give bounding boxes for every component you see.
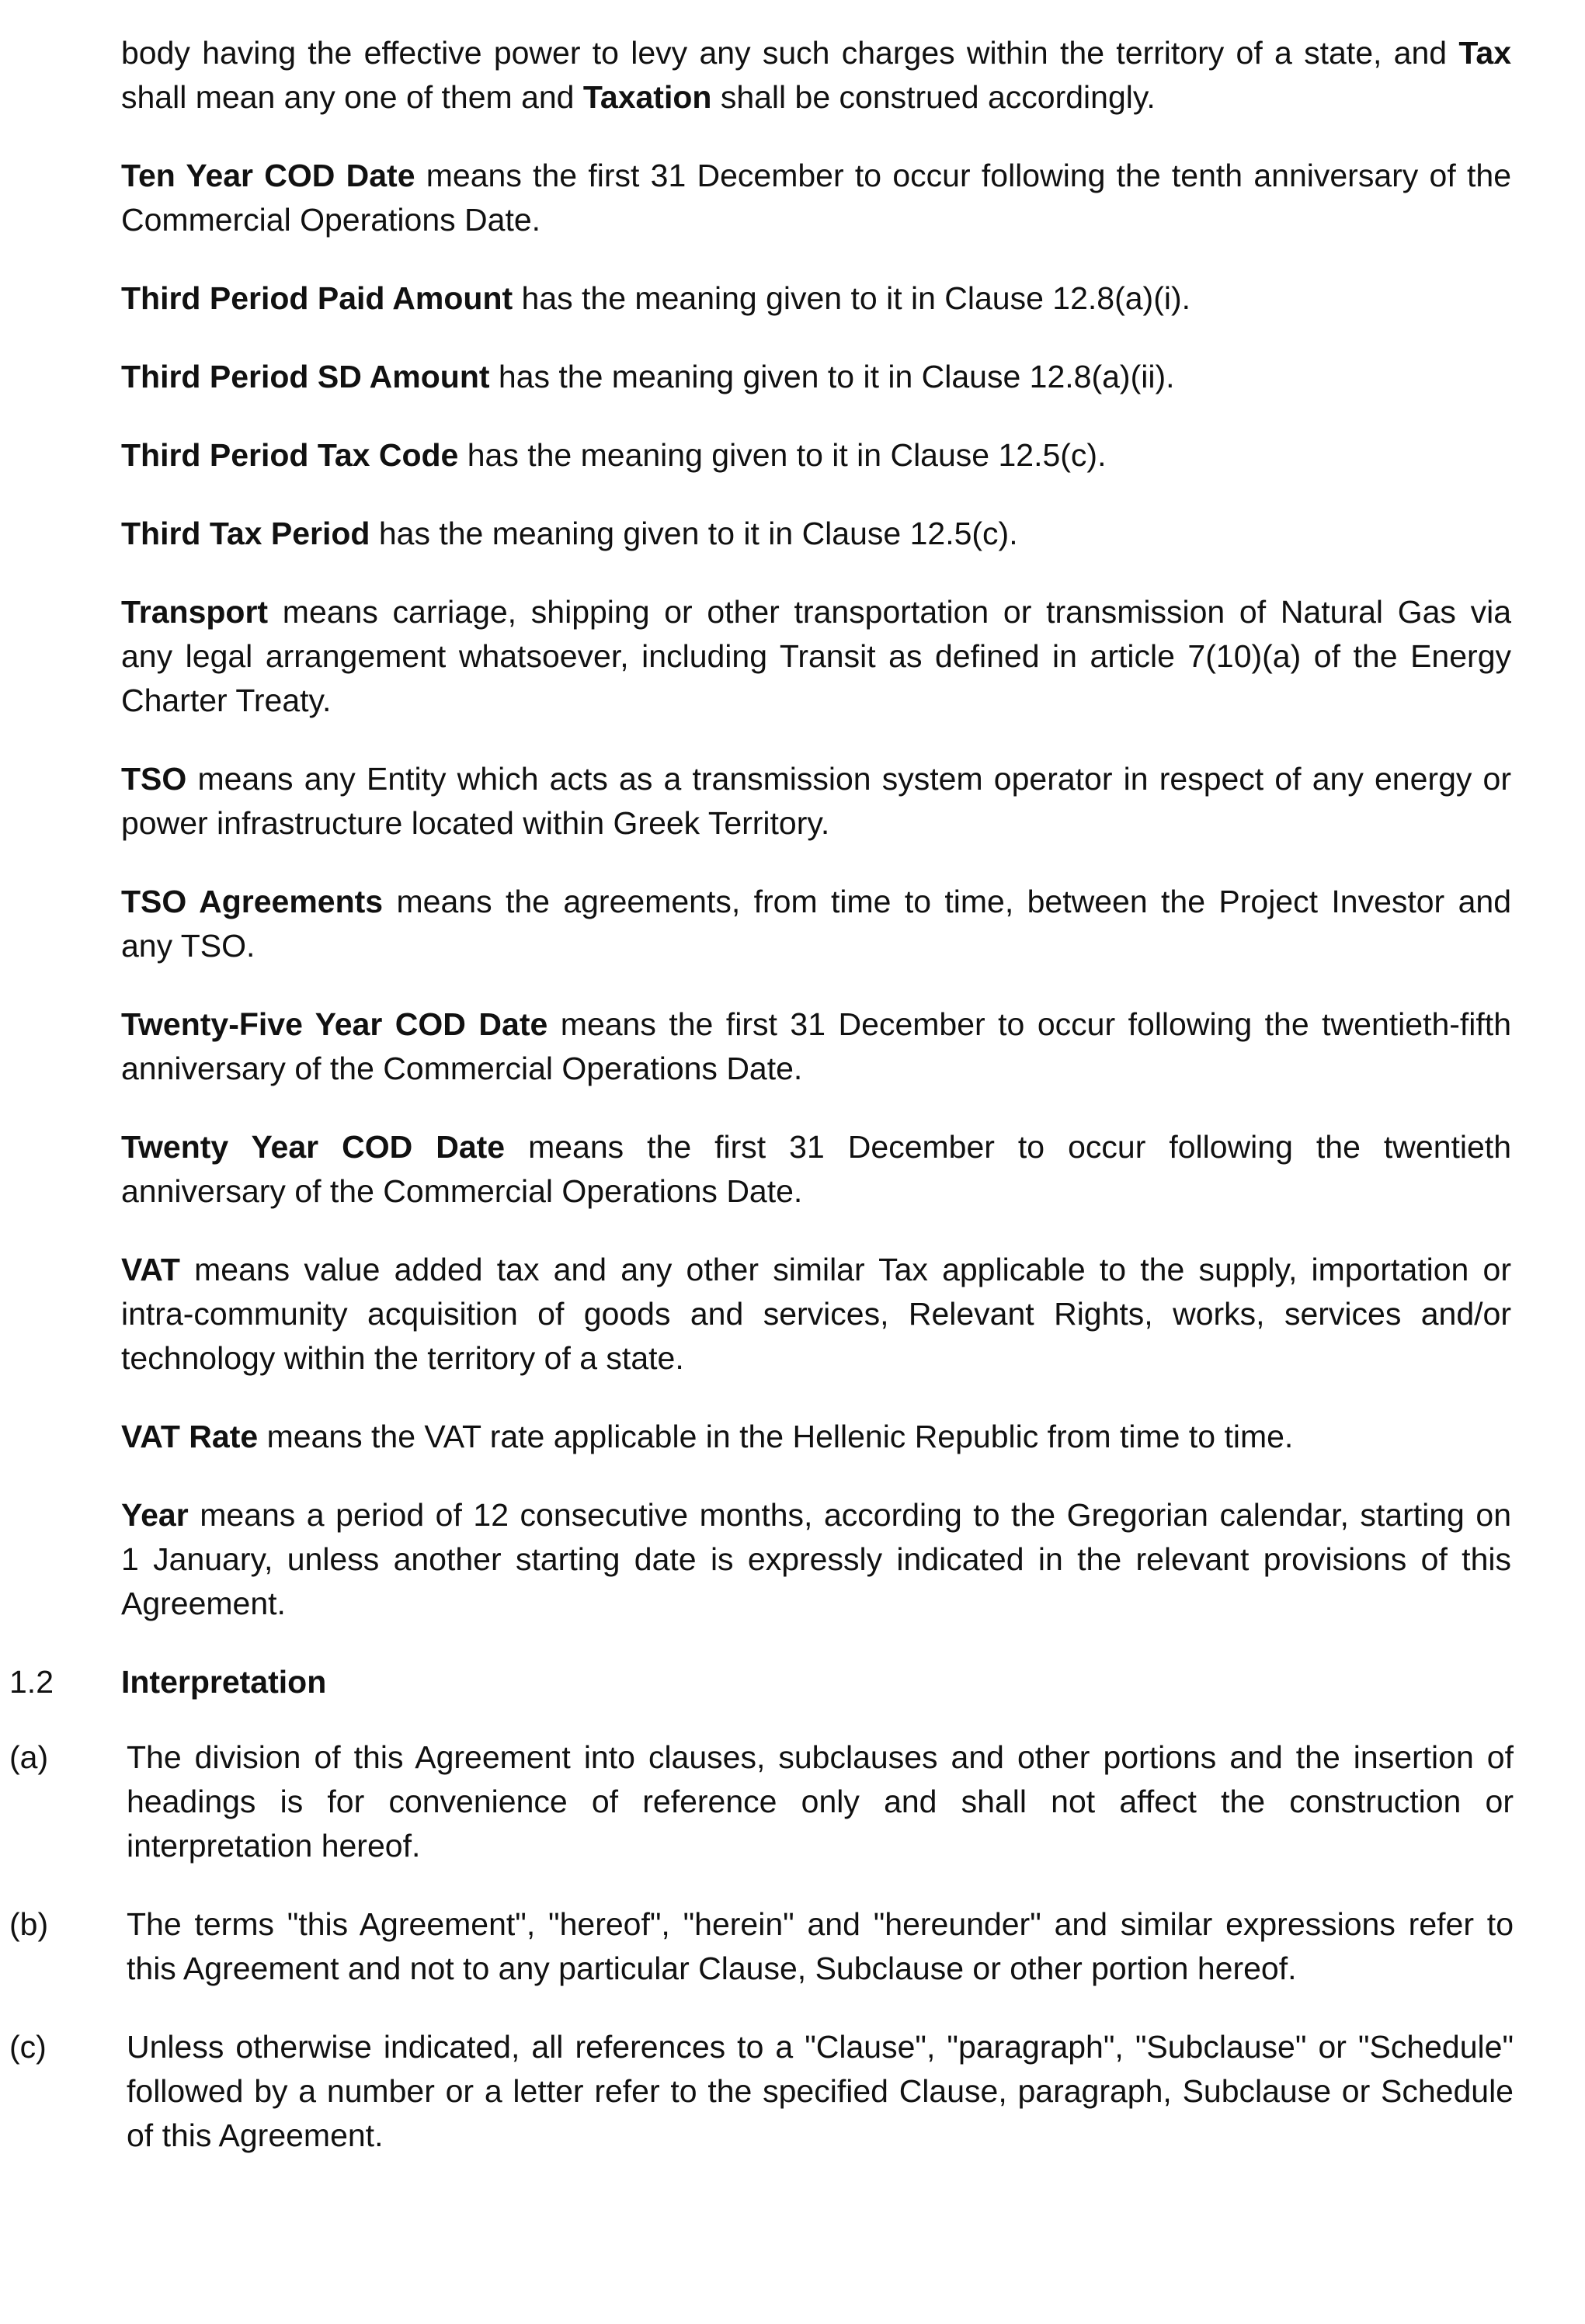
body-text: means the first 31 December to occur following the twentieth-fifth (547, 1006, 1511, 1042)
defined-term: Third Period Paid Amount (121, 280, 513, 316)
text-line (121, 1125, 1511, 1169)
body-text: technology within the territory of a state. (121, 1340, 684, 1376)
body-text: power infrastructure located within Greek Territory. (121, 805, 830, 841)
continuation-paragraph (0, 31, 1585, 120)
defined-term: Third Period Tax Code (121, 437, 459, 473)
defined-term: VAT Rate (121, 1419, 259, 1454)
text-line (121, 634, 1511, 679)
text-line (121, 1415, 1511, 1459)
definition-paragraph (0, 880, 1585, 968)
text-line (121, 590, 1511, 634)
body-text: followed by a number or a letter refer to the specified Clause, paragraph, Subclause or Schedule (127, 2073, 1514, 2109)
definition-paragraph (0, 1002, 1585, 1091)
text-line (127, 1824, 1514, 1868)
defined-term: Third Period SD Amount (121, 359, 490, 394)
text-line (121, 1537, 1511, 1582)
body-text: shall mean any one of them and (121, 79, 583, 115)
text-line (121, 679, 1511, 723)
body-text: means the agreements, from time to time, between the Project Investor and (383, 884, 1511, 919)
document-page (0, 31, 1585, 2192)
text-line (121, 433, 1511, 478)
text-line (127, 1947, 1514, 1991)
definition-paragraph (0, 276, 1585, 321)
body-text: means value added tax and any other similar Tax applicable to the supply, importation or (179, 1252, 1511, 1287)
text-line (121, 1002, 1511, 1047)
defined-term: Transport (121, 594, 269, 630)
subclause-paragraph (0, 2025, 1585, 2158)
subclause-paragraph (0, 1902, 1585, 1991)
body-text: shall be construed accordingly. (711, 79, 1156, 115)
text-line (121, 31, 1511, 75)
body-text: Charter Treaty. (121, 683, 332, 718)
defined-term: Twenty Year COD Date (121, 1129, 506, 1165)
subclause-label: (b) (9, 1906, 49, 1942)
subclause-paragraph (0, 1735, 1585, 1868)
defined-term: TSO (121, 761, 187, 797)
text-line (121, 880, 1511, 924)
text-line (121, 1336, 1511, 1381)
text-line (121, 1169, 1511, 1214)
definition-paragraph (0, 1415, 1585, 1459)
body-text: Unless otherwise indicated, all references to a "Clause", "paragraph", "Subclause" or "Schedule" (127, 2029, 1514, 2065)
subclause-label: (c) (9, 2029, 47, 2065)
section-title: Interpretation (121, 1664, 327, 1700)
body-text: means the VAT rate applicable in the Hellenic Republic from time to time. (258, 1419, 1294, 1454)
subclause-label: (a) (9, 1739, 49, 1775)
definition-paragraph (0, 433, 1585, 478)
defined-term: Ten Year COD Date (121, 158, 415, 193)
text-line (121, 1292, 1511, 1336)
definitions-list (0, 154, 1585, 1626)
definition-paragraph (0, 355, 1585, 399)
defined-term: Year (121, 1497, 189, 1533)
text-line (127, 2025, 1514, 2069)
body-text: interpretation hereof. (127, 1828, 421, 1864)
body-text: means any Entity which acts as a transmission system operator in respect of any energy or (186, 761, 1511, 797)
body-text: anniversary of the Commercial Operations Date. (121, 1051, 803, 1086)
text-line (127, 1902, 1514, 1947)
defined-term: TSO Agreements (121, 884, 384, 919)
body-text: this Agreement and not to any particular Clause, Subclause or other portion hereof. (127, 1951, 1297, 1986)
text-line (127, 1735, 1514, 1780)
definition-paragraph (0, 757, 1585, 846)
defined-term: Third Tax Period (121, 516, 370, 551)
body-text: has the meaning given to it in Clause 12.5(c). (458, 437, 1107, 473)
body-text: has the meaning given to it in Clause 12.5(c). (370, 516, 1018, 551)
text-line (121, 75, 1511, 120)
text-line (127, 2114, 1514, 2158)
text-line (121, 1493, 1511, 1537)
body-text: means carriage, shipping or other transportation or transmission of Natural Gas via (268, 594, 1511, 630)
definition-paragraph (0, 1493, 1585, 1626)
body-text: means a period of 12 consecutive months, according to the Gregorian calendar, starting on (188, 1497, 1511, 1533)
body-text: means the first 31 December to occur following the twentieth (505, 1129, 1511, 1165)
text-line (121, 355, 1511, 399)
body-text: any TSO. (121, 928, 255, 964)
body-text: has the meaning given to it in Clause 12.8(a)(i). (513, 280, 1191, 316)
text-line (121, 1582, 1511, 1626)
body-text: anniversary of the Commercial Operations Date. (121, 1173, 803, 1209)
subclauses-list (0, 1735, 1585, 2158)
text-line (121, 801, 1511, 846)
defined-term: Twenty-Five Year COD Date (121, 1006, 548, 1042)
text-line (121, 1047, 1511, 1091)
definition-paragraph (0, 590, 1585, 723)
body-text: intra-community acquisition of goods and services, Relevant Rights, works, services and/or (121, 1296, 1511, 1332)
body-text: headings is for convenience of reference only and shall not affect the construction or (127, 1784, 1514, 1819)
body-text: The division of this Agreement into clauses, subclauses and other portions and the insertion of (127, 1739, 1514, 1775)
text-line (121, 276, 1511, 321)
text-line (121, 512, 1511, 556)
text-line (127, 1780, 1514, 1824)
body-text: has the meaning given to it in Clause 12.8(a)(ii). (489, 359, 1175, 394)
definition-paragraph (0, 154, 1585, 242)
text-line (121, 198, 1511, 242)
text-line (121, 154, 1511, 198)
text-line (121, 1248, 1511, 1292)
text-line (121, 757, 1511, 801)
body-text: Commercial Operations Date. (121, 202, 541, 238)
body-text: body having the effective power to levy any such charges within the territory of a state, and (121, 35, 1459, 71)
definition-paragraph (0, 512, 1585, 556)
defined-term: Tax (1458, 35, 1511, 71)
section-number: 1.2 (9, 1664, 54, 1700)
defined-term: VAT (121, 1252, 180, 1287)
body-text: means the first 31 December to occur following the tenth anniversary of the (415, 158, 1511, 193)
body-text: Agreement. (121, 1586, 286, 1621)
text-line (127, 2069, 1514, 2114)
defined-term: Taxation (582, 79, 712, 115)
section-heading (0, 1660, 1585, 1704)
definition-paragraph (0, 1248, 1585, 1381)
body-text: of this Agreement. (127, 2117, 384, 2153)
body-text: any legal arrangement whatsoever, including Transit as defined in article 7(10)(a) of the Energy (121, 638, 1511, 674)
definition-paragraph (0, 1125, 1585, 1214)
body-text: 1 January, unless another starting date is expressly indicated in the relevant provisions of this (121, 1541, 1511, 1577)
body-text: The terms "this Agreement", "hereof", "herein" and "hereunder" and similar expressions refer to (127, 1906, 1514, 1942)
text-line (121, 924, 1511, 968)
